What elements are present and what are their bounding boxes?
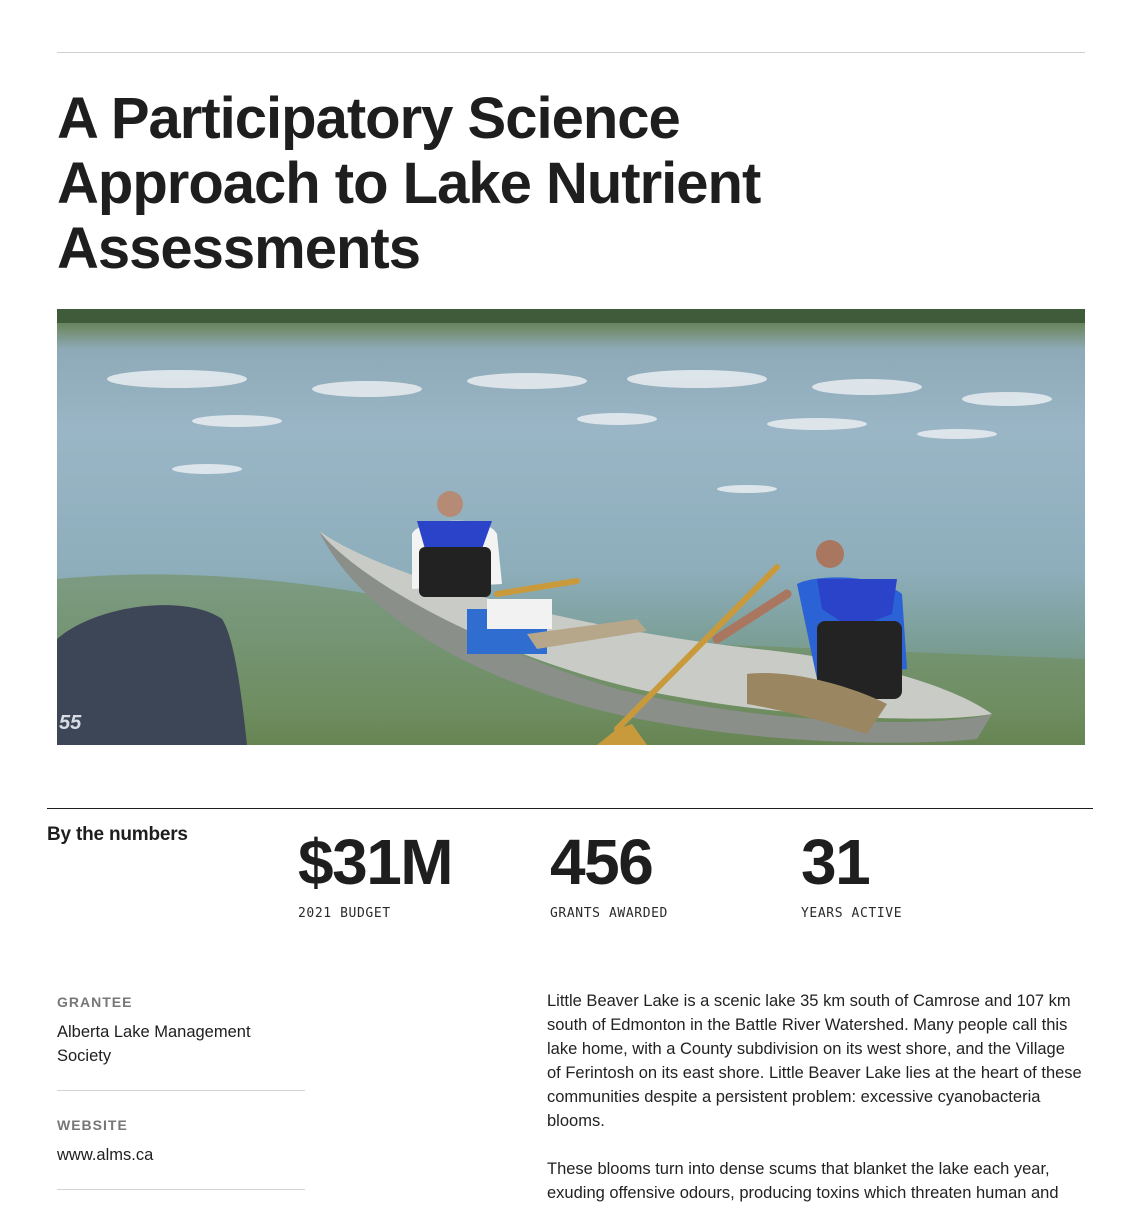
website-label: WEBSITE xyxy=(57,1117,128,1133)
article-body xyxy=(547,989,1082,1229)
svg-text:55: 55 xyxy=(59,712,82,734)
sidebar-divider xyxy=(57,1090,305,1091)
top-divider xyxy=(57,52,1085,53)
stat-value: $31M xyxy=(298,826,453,898)
stat-label: 2021 BUDGET xyxy=(298,906,391,921)
grantee-sidebar xyxy=(57,994,305,1216)
stat-label: YEARS ACTIVE xyxy=(801,906,903,921)
numbers-heading: By the numbers xyxy=(47,824,188,845)
stat-years xyxy=(801,826,902,921)
stat-value: 456 xyxy=(550,826,653,898)
stat-budget xyxy=(298,826,452,921)
numbers-divider xyxy=(47,808,1093,809)
grantee-value: Alberta Lake Management Society xyxy=(57,1023,251,1065)
website-link[interactable]: www.alms.ca xyxy=(57,1146,154,1164)
body-paragraph: These blooms turn into dense scums that blanket the lake each year, exuding offensive odours, producing toxins which threaten human and xyxy=(547,1160,1059,1202)
hero-photo-illustration xyxy=(57,309,1085,745)
body-paragraph: Little Beaver Lake is a scenic lake 35 km south of Camrose and 107 km south of Edmonton in the Battle River Watershed. Many people call this lake home, with a County subdivision on its west shore, and the Village of Ferintosh on its east shore. Little Beaver Lake lies at the heart of these communities despite a persistent problem: excessive cyanobacteria blooms. xyxy=(547,992,1082,1130)
sidebar-divider xyxy=(57,1189,305,1190)
stat-grants xyxy=(550,826,668,921)
grantee-label: GRANTEE xyxy=(57,994,133,1010)
stat-value: 31 xyxy=(801,826,870,898)
page-title: A Participatory Science Approach to Lake Nutrient Assessments xyxy=(57,86,761,281)
hero-image xyxy=(57,309,1085,745)
stat-label: GRANTS AWARDED xyxy=(550,906,668,921)
